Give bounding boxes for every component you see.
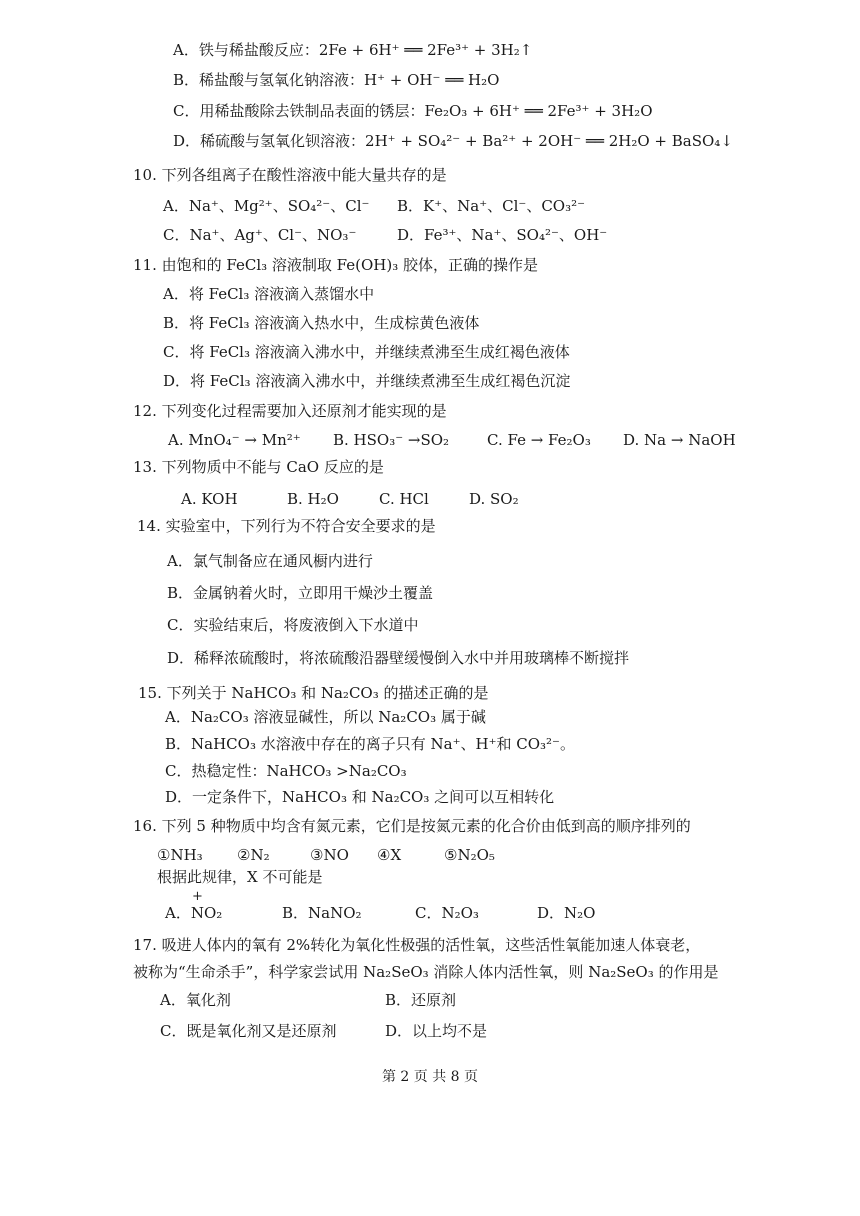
q16-item-5: ⑤N₂O₅: [444, 846, 495, 864]
q16-item-1: ①NH₃: [157, 846, 203, 864]
page-footer: 第 2 页 共 8 页: [381, 1069, 479, 1085]
q13-option-d: D. SO₂: [469, 490, 519, 508]
q12-option-a: A. MnO₄⁻ → Mn²⁺: [168, 431, 301, 449]
q17-stem-line2: 被称为“生命杀手”，科学家尝试用 Na₂SeO₃ 消除人体内活性氧，则 Na₂SeO₃ 的作用是: [133, 963, 719, 981]
q16-stem: 16. 下列 5 种物质中均含有氮元素，它们是按氮元素的化合价由低到高的顺序排列的: [133, 817, 691, 835]
q14-stem: 14. 实验室中，下列行为不符合安全要求的是: [137, 517, 436, 535]
q14-option-c: C．实验结束后，将废液倒入下水道中: [167, 616, 419, 634]
q15-option-d: D．一定条件下，NaHCO₃ 和 Na₂CO₃ 之间可以互相转化: [165, 788, 555, 806]
q12-option-c: C. Fe → Fe₂O₃: [487, 431, 591, 449]
q15-stem: 15. 下列关于 NaHCO₃ 和 Na₂CO₃ 的描述正确的是: [138, 684, 489, 702]
q15-option-a: A．Na₂CO₃ 溶液显碱性，所以 Na₂CO₃ 属于碱: [165, 708, 486, 726]
q16-sub-stem: 根据此规律，X 不可能是: [157, 868, 323, 886]
q10-option-a: A．Na⁺、Mg²⁺、SO₄²⁻、Cl⁻: [163, 197, 370, 215]
q11-option-a: A．将 FeCl₃ 溶液滴入蒸馏水中: [163, 285, 375, 303]
q16-option-a: A．NO₂: [165, 904, 223, 922]
q15-option-b: B．NaHCO₃ 水溶液中存在的离子只有 Na⁺、H⁺和 CO₃²⁻。: [165, 735, 575, 753]
q17-option-c: C．既是氧化剂又是还原剂: [160, 1022, 337, 1040]
q13-option-c: C. HCl: [379, 490, 429, 508]
q16-option-d: D．N₂O: [537, 904, 596, 922]
q12-stem: 12. 下列变化过程需要加入还原剂才能实现的是: [133, 402, 447, 420]
q16-option-b: B．NaNO₂: [282, 904, 362, 922]
q16-item-2: ②N₂: [237, 846, 270, 864]
q11-option-c: C．将 FeCl₃ 溶液滴入沸水中，并继续煮沸至生成红褐色液体: [163, 343, 570, 361]
q10-option-c: C．Na⁺、Ag⁺、Cl⁻、NO₃⁻: [163, 226, 357, 244]
q13-option-a: A. KOH: [181, 490, 238, 508]
q14-option-b: B．金属钠着火时，立即用干燥沙土覆盖: [167, 584, 434, 602]
q16-option-c: C．N₂O₃: [415, 904, 479, 922]
q15-option-c: C．热稳定性：NaHCO₃ >Na₂CO₃: [165, 762, 407, 780]
q11-option-d: D．将 FeCl₃ 溶液滴入沸水中，并继续煮沸至生成红褐色沉淀: [163, 372, 571, 390]
q10-option-d: D．Fe³⁺、Na⁺、SO₄²⁻、OH⁻: [397, 226, 608, 244]
q16-item-3: ③NO: [310, 846, 349, 864]
q17-option-b: B．还原剂: [385, 991, 457, 1009]
q14-option-a: A．氯气制备应在通风橱内进行: [167, 552, 373, 570]
q17-option-a: A．氧化剂: [160, 991, 231, 1009]
q13-stem: 13. 下列物质中不能与 CaO 反应的是: [133, 458, 384, 476]
q17-stem-line1: 17. 吸进人体内的氧有 2%转化为氧化性极强的活性氧，这些活性氧能加速人体衰老，: [133, 936, 701, 954]
q10-stem: 10. 下列各组离子在酸性溶液中能大量共存的是: [133, 166, 447, 184]
q16-handwritten-mark: +: [192, 889, 203, 904]
q9-option-a: A．铁与稀盐酸反应：2Fe + 6H⁺ ══ 2Fe³⁺ + 3H₂↑: [173, 41, 533, 59]
q17-option-d: D．以上均不是: [385, 1022, 488, 1040]
q12-option-d: D. Na → NaOH: [623, 431, 736, 449]
q13-option-b: B. H₂O: [287, 490, 339, 508]
q14-option-d: D．稀释浓硫酸时，将浓硫酸沿器壁缓慢倒入水中并用玻璃棒不断搅拌: [167, 649, 630, 667]
q9-option-c: C．用稀盐酸除去铁制品表面的锈层：Fe₂O₃ + 6H⁺ ══ 2Fe³⁺ + 3H₂O: [173, 102, 653, 120]
q11-option-b: B．将 FeCl₃ 溶液滴入热水中，生成棕黄色液体: [163, 314, 480, 332]
q9-option-d: D．稀硫酸与氢氧化钡溶液：2H⁺ + SO₄²⁻ + Ba²⁺ + 2OH⁻ ══ 2H₂O + BaSO₄↓: [173, 132, 733, 150]
q9-option-b: B．稀盐酸与氢氧化钠溶液：H⁺ + OH⁻ ══ H₂O: [173, 71, 500, 89]
q10-option-b: B．K⁺、Na⁺、Cl⁻、CO₃²⁻: [397, 197, 586, 215]
q11-stem: 11. 由饱和的 FeCl₃ 溶液制取 Fe(OH)₃ 胶体，正确的操作是: [133, 256, 539, 274]
q12-option-b: B. HSO₃⁻ →SO₂: [333, 431, 450, 449]
q16-item-4: ④X: [377, 846, 402, 864]
